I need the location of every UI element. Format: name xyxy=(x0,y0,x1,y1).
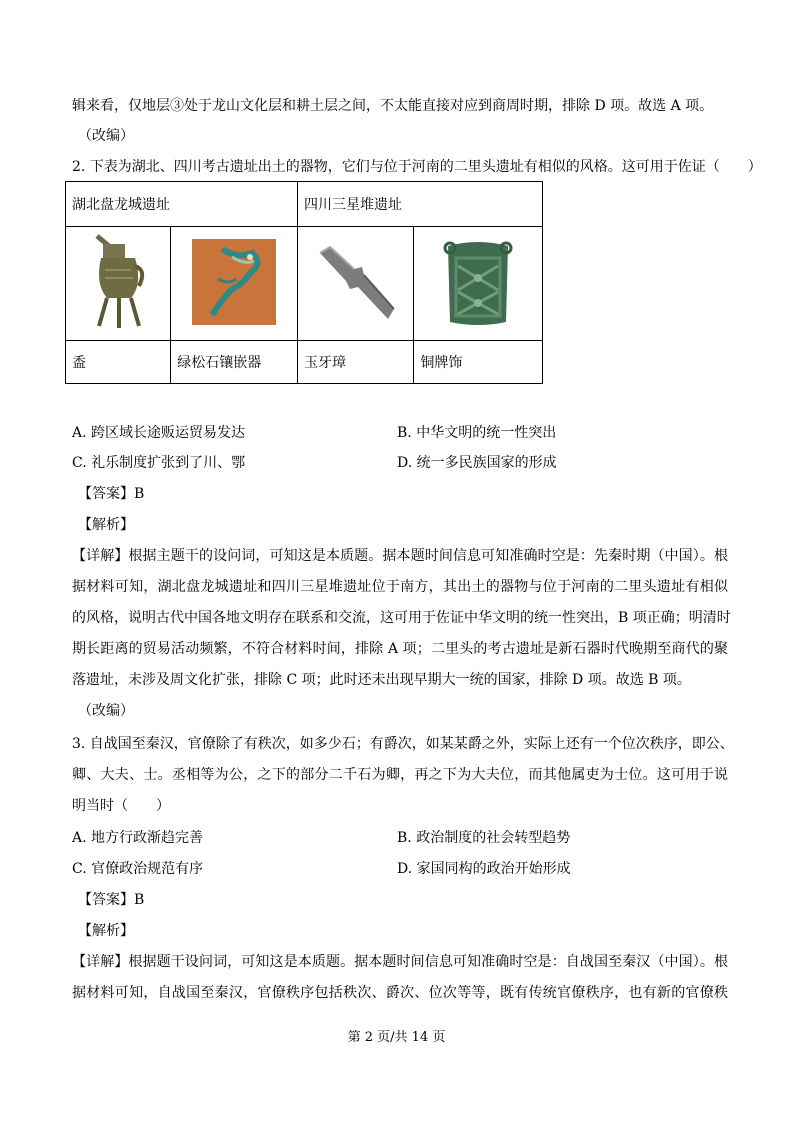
q2-detail-line: 【详解】根据主题干的设问词，可知这是本质题。据本题时间信息可知准确时空是：先秦时期（中国）。根 xyxy=(72,548,728,564)
q2-answer: 【答案】B xyxy=(78,486,145,502)
label-jade-zhang: 玉牙璋 xyxy=(298,341,414,384)
q2-source-note: （改编） xyxy=(78,703,134,719)
q2-option-a: A. 跨区域长途贩运贸易发达 xyxy=(72,425,246,441)
image-he-vessel xyxy=(66,227,171,341)
source-note: （改编） xyxy=(78,128,134,144)
label-he: 盉 xyxy=(66,341,171,384)
bronze-plaque-icon xyxy=(440,236,516,328)
q3-stem-line: 明当时（ ） xyxy=(72,798,170,814)
image-turquoise-inlay xyxy=(171,227,298,341)
q3-option-c: C. 官僚政治规范有序 xyxy=(72,861,204,877)
q2-analysis-heading: 【解析】 xyxy=(78,517,134,533)
image-bronze-plaque xyxy=(414,227,543,341)
q3-answer: 【答案】B xyxy=(78,892,145,908)
header-panlongcheng: 湖北盘龙城遗址 xyxy=(66,182,298,227)
q3-detail-line: 据材料可知，自战国至秦汉，官僚秩序包括秩次、爵次、位次等等，既有传统官僚秩序，也有新的官僚秩 xyxy=(72,985,728,1001)
q3-stem-line: 3. 自战国至秦汉，官僚除了有秩次，如多少石；有爵次，如某某爵之外，实际上还有一个位次秩序，即公、 xyxy=(72,736,734,752)
jade-zhang-icon xyxy=(314,239,398,325)
q2-option-b: B. 中华文明的统一性突出 xyxy=(397,425,557,441)
q2-option-d: D. 统一多民族国家的形成 xyxy=(397,455,557,471)
turquoise-inlay-icon xyxy=(192,239,276,325)
artifact-table xyxy=(65,181,543,384)
page-footer: 第 2 页/共 14 页 xyxy=(347,1030,446,1045)
he-vessel-icon xyxy=(87,234,149,330)
label-bronze-plaque: 铜牌饰 xyxy=(414,341,543,384)
q3-detail-line: 【详解】根据题干设问词，可知这是本质题。据本题时间信息可知准确时空是：自战国至秦汉（中国）。根 xyxy=(72,954,728,970)
q2-detail-line: 的风格，说明古代中国各地文明存在联系和交流，这可用于佐证中华文明的统一性突出，B 项正确；明清时 xyxy=(72,610,731,626)
q3-stem-line: 卿、大夫、士。丞相等为公，之下的部分二千石为卿，再之下为大夫位，而其他属吏为士位。这可用于说 xyxy=(72,767,728,783)
paragraph-continuation: 辑来看，仅地层③处于龙山文化层和耕土层之间，不太能直接对应到商周时期，排除 D 项。故选 A 项。 xyxy=(72,98,714,114)
q3-option-d: D. 家国同构的政治开始形成 xyxy=(397,861,571,877)
q2-detail-line: 期长距离的贸易活动频繁，不符合材料时间，排除 A 项；二里头的考古遗址是新石器时代晚期至商代的聚 xyxy=(72,641,728,657)
header-sanxingdui: 四川三星堆遗址 xyxy=(298,182,543,227)
q2-detail-line: 据材料可知，湖北盘龙城遗址和四川三星堆遗址位于南方，其出土的器物与位于河南的二里头遗址有相似 xyxy=(72,579,728,595)
label-turquoise-inlay: 绿松石镶嵌器 xyxy=(171,341,298,384)
q2-option-c: C. 礼乐制度扩张到了川、鄂 xyxy=(72,455,246,471)
q3-analysis-heading: 【解析】 xyxy=(78,923,134,939)
q3-option-b: B. 政治制度的社会转型趋势 xyxy=(397,830,571,846)
q3-option-a: A. 地方行政渐趋完善 xyxy=(72,830,204,846)
image-jade-zhang xyxy=(298,227,414,341)
question-2-stem: 2. 下表为湖北、四川考古遗址出土的器物，它们与位于河南的二里头遗址有相似的风格。这可用于佐证（ ） xyxy=(72,159,762,175)
q2-detail-line: 落遗址，未涉及周文化扩张，排除 C 项；此时还未出现早期大一统的国家，排除 D 项。故选 B 项。 xyxy=(72,672,691,688)
